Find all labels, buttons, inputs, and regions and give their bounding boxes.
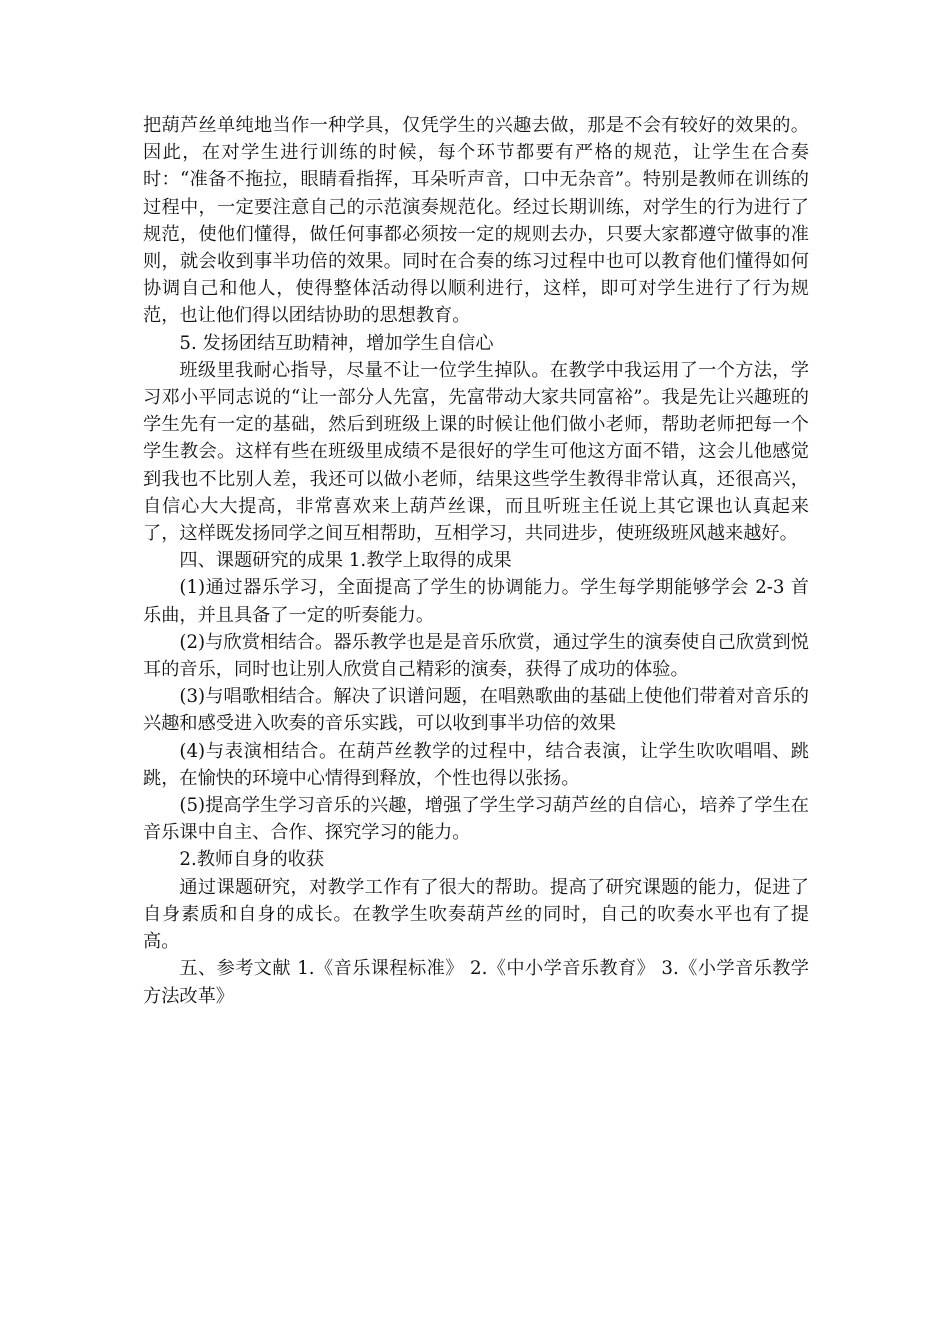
paragraph-teacher-gains: 通过课题研究，对教学工作有了很大的帮助。提高了研究课题的能力，促进了自身素质和自身的成长。在教学生吹奏葫芦丝的同时，自己的吹奏水平也有了提高。 [143, 876, 809, 953]
heading-unity-confidence: 5. 发扬团结互助精神，增加学生自信心 [179, 332, 494, 354]
list-item-result-1: (1)通过器乐学习，全面提高了学生的协调能力。学生每学期能够学会 2-3 首乐曲，并且具备了一定的听奏能力。 [143, 577, 809, 626]
paragraph-training-norms: 把葫芦丝单纯地当作一种学具，仅凭学生的兴趣去做，那是不会有较好的效果的。因此，在对学生进行训练的时候，每个环节都要有严格的规范，让学生在合奏时：“准备不拖拉，眼睛看指挥，耳朵听声音，口中无杂音”。特别是教师在训练的过程中，一定要注意自己的示范演奏规范化。经过长期训练，对学生的行为进行了规范，使他们懂得，做任何事都必须按一定的规则去办，只要大家都遵守做事的准则，就会收到事半功倍的效果。同时在合奏的练习过程中也可以教育他们懂得如何协调自己和他人，使得整体活动得以顺利进行，这样，即可对学生进行了行为规范，也让他们得以团结协助的思想教育。 [143, 115, 809, 327]
list-item-result-5: (5)提高学生学习音乐的兴趣，增强了学生学习葫芦丝的自信心，培养了学生在音乐课中自主、合作、探究学习的能力。 [143, 795, 809, 844]
heading-teacher-gains: 2.教师自身的收获 [179, 849, 325, 871]
list-item-result-4: (4)与表演相结合。在葫芦丝教学的过程中，结合表演，让学生吹吹唱唱、跳跳，在愉快的环境中心情得到释放，个性也得以张扬。 [143, 740, 809, 789]
references: 五、参考文献 1.《音乐课程标准》 2.《中小学音乐教育》 3.《小学音乐教学方法改革》 [143, 958, 809, 1007]
document-body [143, 112, 809, 1010]
list-item-result-2: (2)与欣赏相结合。器乐教学也是是音乐欣赏，通过学生的演奏使自己欣赏到悦耳的音乐，同时也让别人欣赏自己精彩的演奏，获得了成功的体验。 [143, 631, 809, 681]
list-item-result-3: (3)与唱歌相结合。解决了识谱问题，在唱熟歌曲的基础上使他们带着对音乐的兴趣和感受进入吹奏的音乐实践，可以收到事半功倍的效果 [143, 686, 809, 735]
heading-research-results: 四、课题研究的成果 1.教学上取得的成果 [179, 550, 512, 572]
paragraph-little-teacher: 班级里我耐心指导，尽量不让一位学生掉队。在教学中我运用了一个方法，学习邓小平同志说的“让一部分人先富，先富带动大家共同富裕”。我是先让兴趣班的学生先有一定的基础，然后到班级上课的时候让他们做小老师，帮助老师把每一个学生教会。这样有些在班级里成绩不是很好的学生可他这方面不错，这会儿他感觉到我也不比别人差，我还可以做小老师，结果这些学生教得非常认真，还很高兴，自信心大大提高，非常喜欢来上葫芦丝课，而且听班主任说上其它课也认真起来了，这样既发扬同学之间互相帮助，互相学习，共同进步，使班级班风越来越好。 [143, 359, 809, 545]
